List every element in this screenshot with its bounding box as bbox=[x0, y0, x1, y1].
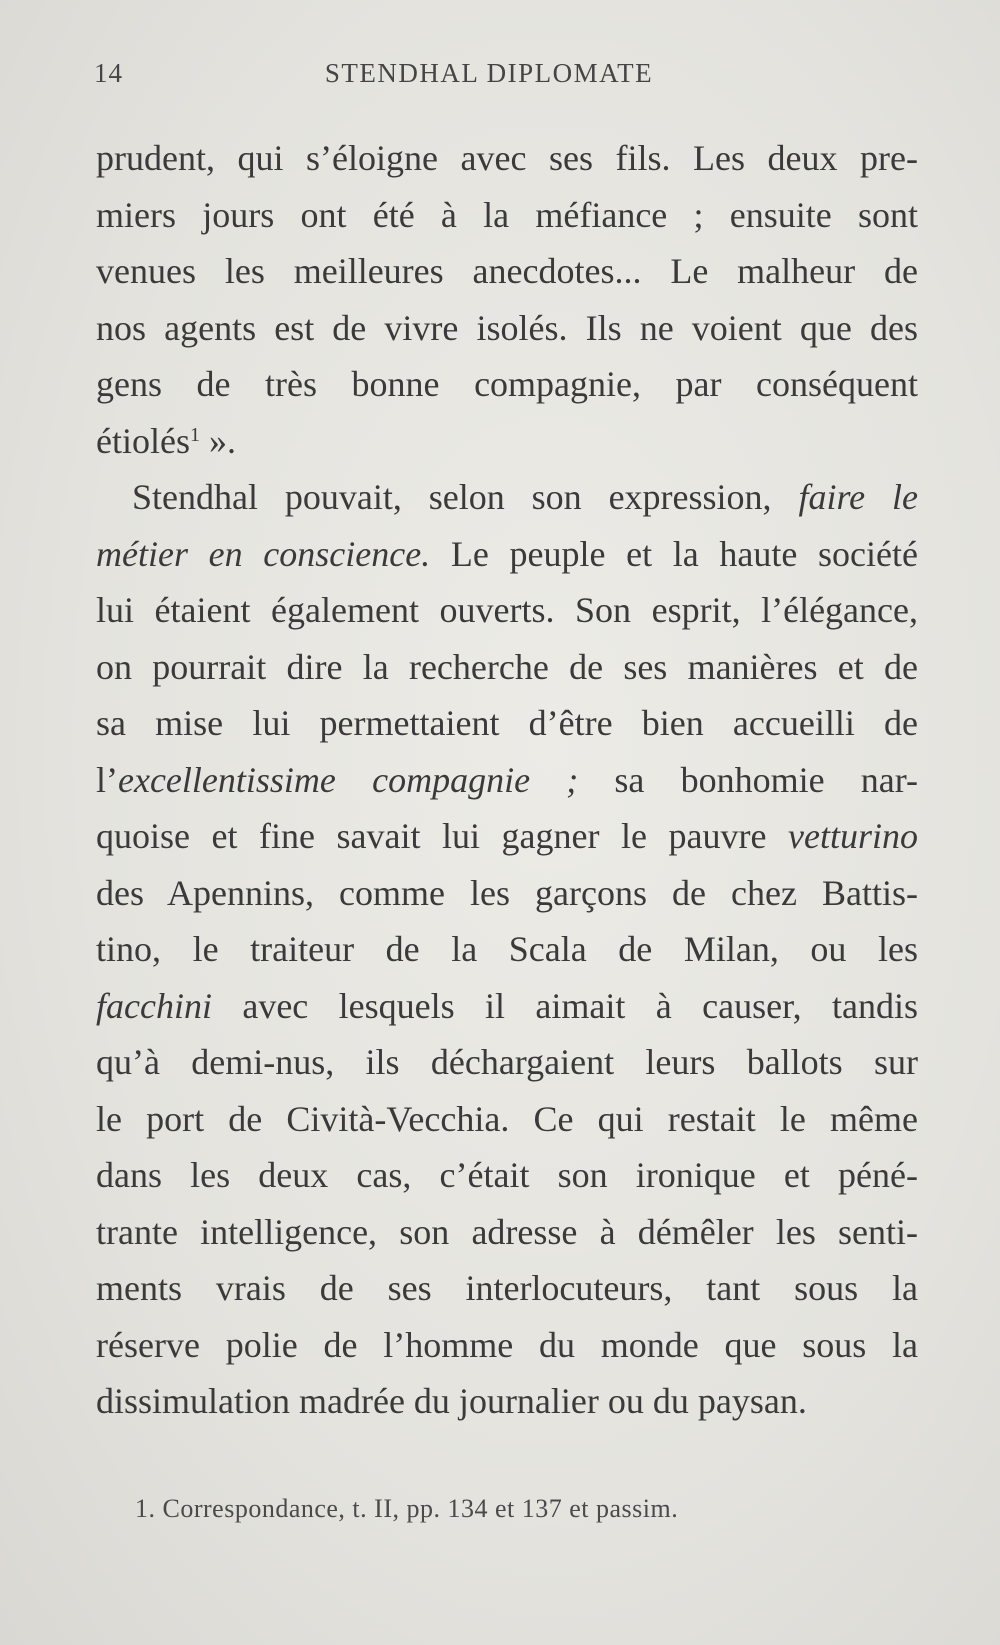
text-line bbox=[96, 469, 918, 526]
running-head bbox=[94, 58, 884, 98]
footnote-marker: 1 bbox=[189, 423, 200, 446]
page-number: 14 bbox=[94, 58, 123, 88]
text-line: dissimulation madrée du journalier ou du paysan. bbox=[96, 1381, 807, 1421]
text-run: ». bbox=[199, 420, 236, 461]
text-line: sa mise lui permettaient d’être bien accueilli de bbox=[96, 703, 918, 743]
text-line bbox=[96, 526, 918, 583]
text-run: sa bonhomie nar- bbox=[578, 759, 918, 800]
italic-phrase: métier en conscience. bbox=[96, 533, 431, 574]
italic-phrase: faire le bbox=[798, 477, 918, 517]
text-line: le port de Cività-Vecchia. Ce qui restait le même bbox=[96, 1098, 918, 1139]
text-line: miers jours ont été à la méfiance ; ensuite sont bbox=[96, 194, 918, 235]
text-line: ments vrais de ses interlocuteurs, tant sous la bbox=[96, 1268, 918, 1308]
text-line: lui étaient également ouverts. Son esprit, l’élégance, bbox=[96, 590, 918, 630]
text-run: l’ bbox=[96, 759, 118, 800]
text-line: on pourrait dire la recherche de ses manières et de bbox=[96, 646, 918, 687]
italic-phrase: vetturino bbox=[788, 816, 918, 856]
text-line bbox=[96, 978, 918, 1035]
text-line: venues les meilleures anecdotes... Le malheur de bbox=[96, 251, 918, 291]
text-run: étiolés bbox=[96, 420, 190, 461]
text-run: Le peuple et la haute société bbox=[430, 533, 918, 574]
text-line bbox=[96, 808, 918, 865]
text-line: dans les deux cas, c’était son ironique et péné- bbox=[96, 1155, 918, 1195]
text-run: quoise et fine savait lui gagner le pauvre bbox=[96, 816, 789, 856]
text-line: trante intelligence, son adresse à démêler les senti- bbox=[96, 1211, 918, 1252]
text-line: nos agents est de vivre isolés. Ils ne voient que des bbox=[96, 307, 918, 348]
text-line: gens de très bonne compagnie, par conséquent bbox=[96, 364, 918, 404]
body-text bbox=[96, 130, 918, 1430]
italic-phrase: facchini bbox=[96, 985, 212, 1026]
italic-phrase: excellentissime compagnie ; bbox=[118, 759, 579, 800]
footnote: 1. Correspondance, t. II, pp. 134 et 137 et passim. bbox=[135, 1494, 679, 1523]
text-line: qu’à demi-nus, ils déchargaient leurs ballots sur bbox=[96, 1042, 918, 1082]
text-line: prudent, qui s’éloigne avec ses fils. Les deux pre- bbox=[96, 138, 918, 178]
text-run: Stendhal pouvait, selon son expression, bbox=[132, 477, 799, 517]
text-line: tino, le traiteur de la Scala de Milan, ou les bbox=[96, 929, 918, 969]
running-title: STENDHAL DIPLOMATE bbox=[324, 58, 654, 88]
text-line bbox=[96, 752, 918, 809]
text-line bbox=[96, 413, 918, 470]
text-line: des Apennins, comme les garçons de chez Battis- bbox=[96, 872, 918, 913]
text-run: avec lesquels il aimait à causer, tandis bbox=[211, 985, 918, 1026]
text-line: réserve polie de l’homme du monde que sous la bbox=[96, 1324, 918, 1365]
